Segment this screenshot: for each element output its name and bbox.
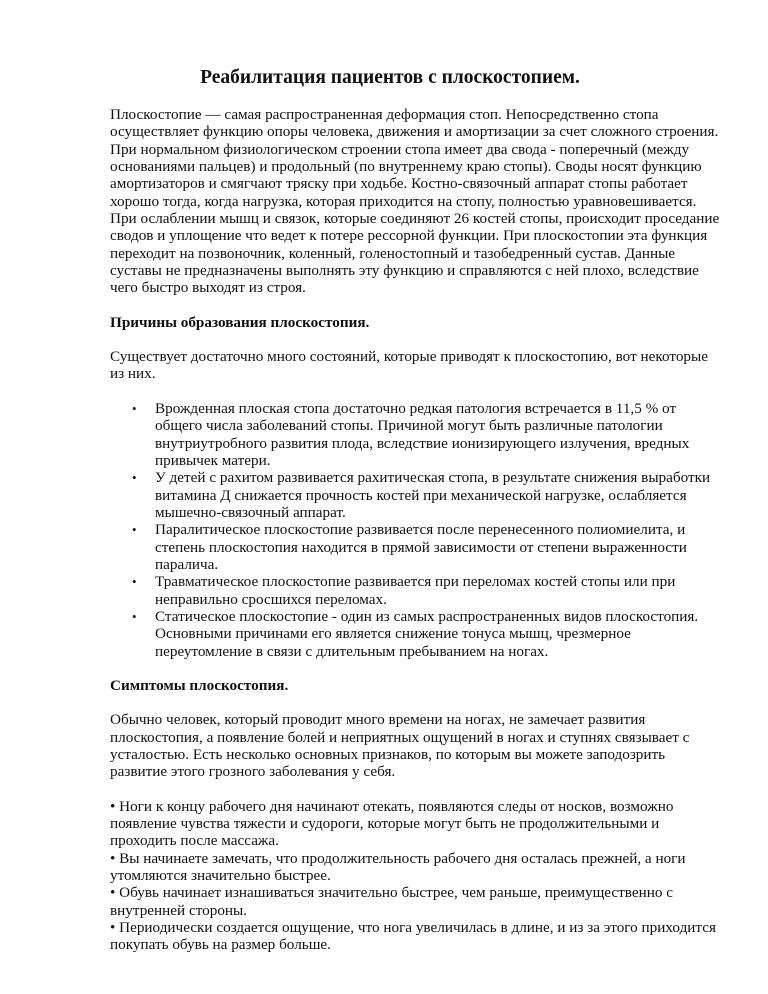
symptom-item: • Периодически создается ощущение, что нога увеличилась в длине, и из за этого приходится покупать обувь на размер больше. — [110, 919, 716, 954]
document-page — [110, 66, 720, 954]
causes-list-item — [110, 608, 720, 660]
intro-paragraph: Плоскостопие — самая распространенная деформация стоп. Непосредственно стопа осуществляет функцию опоры человека, движения и амортизации за счет сложного строения. При нормальном физиологическом строении стопа имеет два свода - поперечный (между основаниями пальцев) и продольный (по внутреннему краю стопы). Своды носят функцию амортизаторов и смягчают тряску при ходьбе. Костно-связочный аппарат стопы работает хорошо тогда, когда нагрузка, которая приходится на стопу, полностью уравновешивается. При ослаблении мышц и связок, которые соединяют 26 костей стопы, происходит проседание сводов и уплощение что ведет к потере рессорной функции. При плоскостопии эта функция переходит на позвоночник, коленный, голеностопный и тазобедренный сустав. Данные суставы не предназначены выполнять эту функцию и справляются с ней плохо, вследствие чего быстро выходят из строя. — [110, 106, 720, 297]
causes-list-item — [110, 521, 720, 573]
causes-item-text: Паралитическое плоскостопие развивается после перенесенного полиомиелита, и степень плоскостопия находится в прямой зависимости от степени выраженности паралича. — [155, 521, 687, 573]
causes-item-text: У детей с рахитом развивается рахитическая стопа, в результате снижения выработки витамина Д снижается прочность костей при механической нагрузке, ослабляется мышечно-связочный аппарат. — [155, 469, 711, 521]
causes-lead-paragraph: Существует достаточно много состояний, которые приводят к плоскостопию, вот некоторые из них. — [110, 348, 708, 383]
causes-item-text: Врожденная плоская стопа достаточно редкая патология встречается в 11,5 % от общего числа заболеваний стопы. Причиной могут быть различные патологии внутриутробного развития плода, вследствие ионизирующего излучения, вредных привычек матери. — [155, 399, 690, 469]
causes-list — [110, 400, 720, 660]
symptom-item: • Обувь начинает изнашиваться значительно быстрее, чем раньше, преимущественно с внутренней стороны. — [110, 884, 674, 919]
symptom-item: • Вы начинаете замечать, что продолжительность рабочего дня осталась прежней, а ноги утомляются значительно быстрее. — [110, 849, 686, 885]
causes-heading: Причины образования плоскостопия. — [110, 313, 370, 331]
causes-list-item — [110, 469, 720, 521]
bullet-icon: • — [132, 608, 137, 624]
document-title: Реабилитация пациентов с плоскостопием. — [200, 67, 580, 88]
bullet-icon: • — [132, 574, 137, 590]
bullet-icon: • — [132, 470, 137, 486]
symptoms-lead-paragraph: Обычно человек, который проводит много времени на ногах, не замечает развития плоскостопия, а появление болей и неприятных ощущений в ногах и ступнях связывает с усталостью. Есть несколько основных признаков, по которым вы можете заподозрить развитие этого грозного заболевания у себя. — [110, 711, 690, 781]
causes-list-item — [110, 573, 720, 608]
causes-item-text: Статическое плоскостопие - один из самых распространенных видов плоскостопия. Основными причинами его является снижение тонуса мышц, чрезмерное переутомление в связи с длительным пребыванием на ногах. — [155, 607, 699, 660]
bullet-icon: • — [132, 400, 137, 416]
causes-list-item — [110, 400, 720, 469]
causes-item-text: Травматическое плоскостопие развивается при переломах костей стопы или при неправильно сросшихся переломах. — [155, 573, 676, 608]
symptom-item: • Ноги к концу рабочего дня начинают отекать, появляются следы от носков, возможно появление чувства тяжести и судороги, которые могут быть не продолжительными и проходить после массажа. — [110, 797, 674, 850]
symptoms-list — [110, 798, 720, 954]
bullet-icon: • — [132, 522, 137, 538]
symptoms-heading: Симптомы плоскостопия. — [110, 676, 289, 694]
